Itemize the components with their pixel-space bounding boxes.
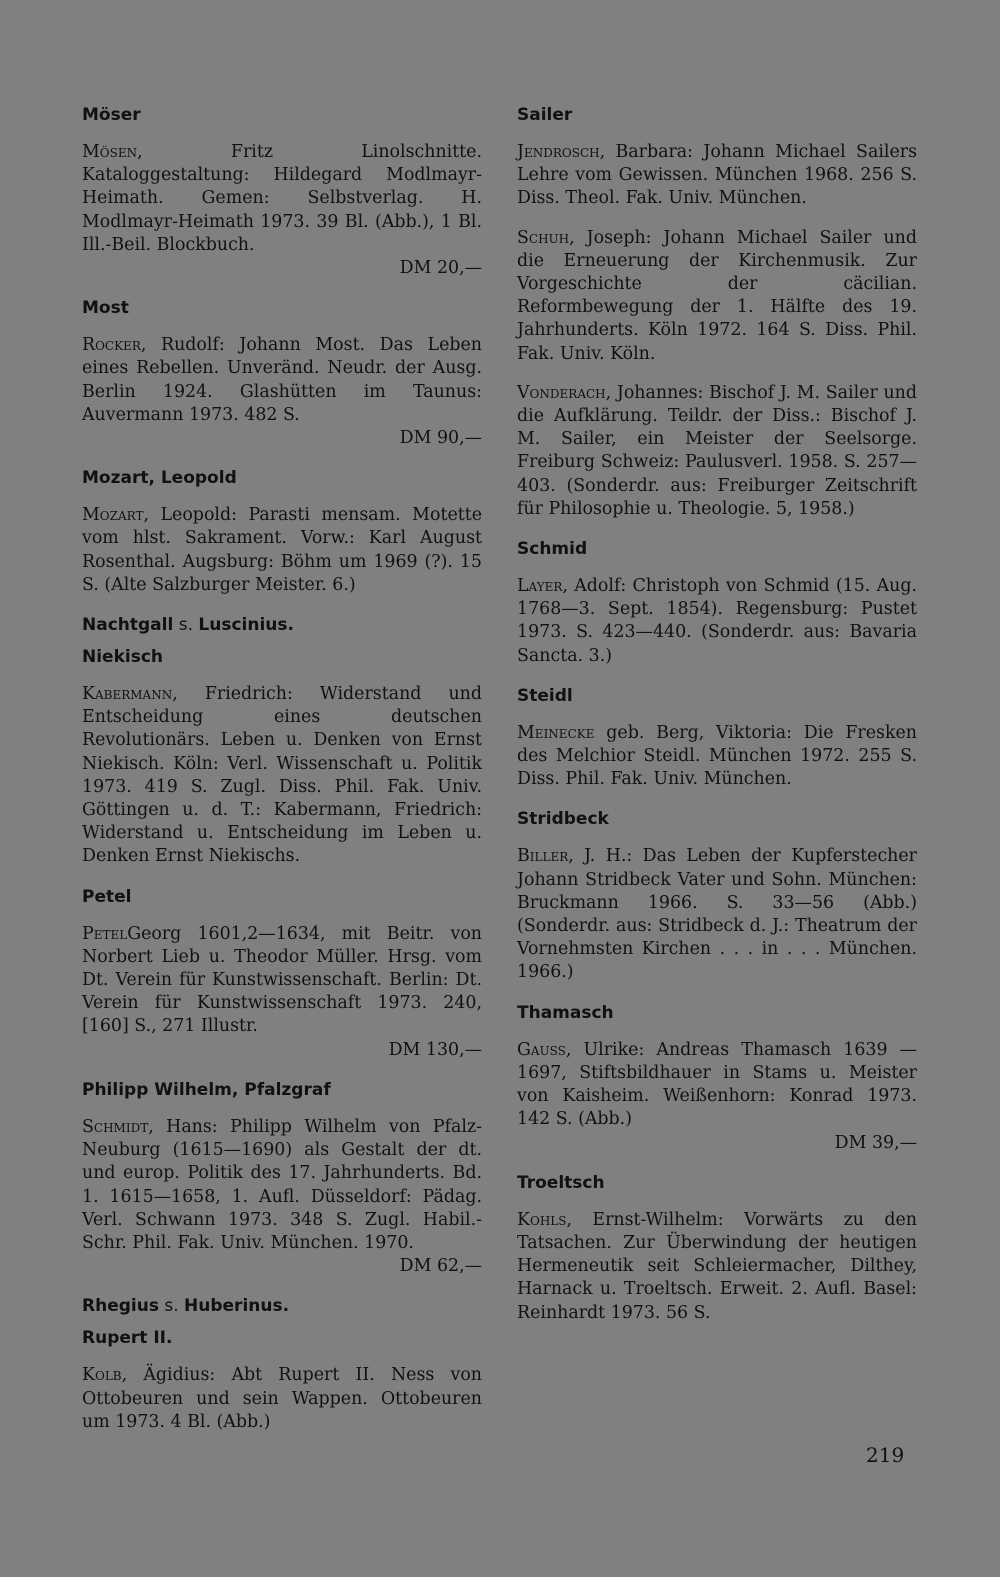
right-column [517,103,917,1341]
entry-heading [82,645,482,669]
entry-heading-text: Petel [82,886,132,907]
bibliographic-record [517,141,917,211]
index-entry [82,103,482,280]
author-surname: Rocker [82,335,141,356]
author-surname: Petel [82,923,128,944]
author-surname: Schuh [517,227,570,248]
entry-heading [517,1001,917,1025]
entry-heading-text: Möser [82,105,141,125]
record-text: , Hans: Philipp Wilhelm von Pfalz-Neuburg (1615—1690) als Gestalt der dt. und europ. Politik des 17. Jahrhunderts. Bd. 1. 1615—1658, 1. Aufl. Düsseldorf: Pädag. Verl. Schwann 1973. 348 S. Zugl. Habil.-Schr. Phil. Fak. Univ. München. 1970. [82,1116,482,1253]
record-text: , Barbara: Johann Michael Sailers Lehre vom Gewissen. München 1968. 256 S. Diss. Theol. Fak. Univ. München. [517,142,917,209]
bibliographic-record [82,1116,482,1278]
author-surname: Jendrosch [517,142,600,162]
author-surname: Kabermann [82,684,173,705]
entry-heading-text: Steidl [517,685,573,706]
bibliographic-record [82,923,482,1062]
author-surname: Gauss [517,1039,566,1060]
index-entry [517,1171,917,1325]
index-entry [82,466,482,597]
index-entry [82,296,482,450]
entry-heading [82,103,482,127]
record-text: , Rudolf: Johann Most. Das Leben eines Rebellen. Unveränd. Neudr. der Ausg. Berlin 1924. Glashütten im Taunus: Auvermann 1973. 482 S. [82,335,482,425]
entry-heading [82,1294,482,1318]
index-entry [517,103,917,521]
entry-heading [82,885,482,909]
record-text: , Ernst-Wilhelm: Vorwärts zu den Tatsachen. Zur Überwindung der heutigen Hermeneutik seit Schleiermacher, Dilthey, Harnack u. Troeltsch. Erweit. 2. Aufl. Basel: Reinhardt 1973. 56 S. [517,1209,917,1323]
entry-heading [82,613,482,637]
index-entry [82,645,482,869]
author-surname: Layer [517,576,563,597]
record-price: DM 20,— [399,258,482,279]
entry-heading-text: Rhegius [82,1296,159,1317]
record-price: DM 62,— [399,1256,482,1277]
entry-heading [82,1078,482,1102]
entry-heading-text: Rupert II. [82,1328,173,1349]
bibliographic-record [82,683,482,869]
record-text: , Joseph: Johann Michael Sailer und die Erneuerung der Kirchenmusik. Zur Vorgeschichte der cäcilian. Reformbewegung der 1. Hälfte des 19. Jahrhunderts. Köln 1972. 164 S. Diss. Phil. Fak. Univ. Köln. [517,227,917,364]
index-entry [82,613,482,637]
see-reference-target: Huberinus. [184,1296,290,1317]
record-text: , Fritz Linolschnitte. Kataloggestaltung: Hildegard Modlmayr-Heimath. Gemen: Selbstverlag. H. Modlmayr-Heimath 1973. 39 Bl. (Abb.), 1 Bl. Ill.-Beil. Blockbuch. [82,142,482,255]
bibliographic-record [517,845,917,984]
entry-heading-text: Schmid [517,539,588,560]
author-surname: Mösen [82,142,138,162]
entry-heading-text: Stridbeck [517,809,609,830]
record-text: Georg 1601,2—1634, mit Beitr. von Norbert Lieb u. Theodor Müller. Hrsg. vom Dt. Verein für Kunstwissenschaft. Berlin: Dt. Verein für Kunstwissenschaft 1973. 240, [160] S., 271 Illustr. [82,923,482,1037]
index-entry [517,807,917,984]
bibliographic-record [517,575,917,668]
bibliographic-record [82,334,482,450]
entry-heading [82,466,482,490]
record-text: , Adolf: Christoph von Schmid (15. Aug. 1768—3. Sept. 1854). Regensburg: Pustet 1973. S. 423—440. (Sonderdr. aus: Bavaria Sancta. 3.) [517,576,917,666]
author-surname: Vonderach [517,382,606,403]
record-text: , Friedrich: Widerstand und Entscheidung eines deutschen Revolutionärs. Leben u. Denken von Ernst Niekisch. Köln: Verl. Wissenschaft u. Politik 1973. 419 S. Zugl. Diss. Phil. Fak. Univ. Göttingen u. d. T.: Kabermann, Friedrich: Widerstand u. Entscheidung im Leben u. Denken Ernst Niekischs. [82,684,482,867]
entry-heading-text: Most [82,298,129,319]
bibliographic-record [517,722,917,792]
record-text: , Johannes: Bischof J. M. Sailer und die Aufklärung. Teildr. der Diss.: Bischof J. M. Sailer, ein Meister der Seelsorge. Freiburg Schweiz: Paulusverl. 1958. S. 257—403. (Sonderdr. aus: Freiburger Zeitschrift für Philosophie u. Theologie. 5, 1958.) [517,382,917,519]
see-reference-target: Luscinius. [198,615,294,636]
index-entry [82,1078,482,1278]
bibliographic-record [517,1209,917,1325]
entry-heading-text: Nachtgall [82,615,174,636]
entry-heading [517,103,917,127]
entry-heading-text: Thamasch [517,1002,614,1023]
entry-heading [82,296,482,320]
entry-heading [517,537,917,561]
see-reference-prefix: s. [158,1296,185,1317]
index-entry [82,1294,482,1318]
index-entry [82,885,482,1062]
bibliographic-record [517,227,917,366]
record-price: DM 39,— [834,1132,917,1153]
bibliographic-record [82,504,482,597]
record-text: , Leopold: Parasti mensam. Motette vom hlst. Sakrament. Vorw.: Karl August Rosenthal. Augsburg: Böhm um 1969 (?). 15 S. (Alte Salzburger Meister. 6.) [82,505,482,595]
author-surname: Biller [517,846,569,867]
entry-heading-text: Troeltsch [517,1172,605,1193]
index-entry [517,684,917,792]
bibliographic-record [82,141,482,280]
bibliographic-record [82,1364,482,1434]
author-surname: Kohls [517,1209,567,1230]
left-column [82,103,482,1450]
record-text: , J. H.: Das Leben der Kupferstecher Johann Stridbeck Vater und Sohn. München: Bruckmann 1966. S. 33—56 (Abb.) (Sonderdr. aus: Stridbeck d. J.: Theatrum der Vornehmsten Kirchen . . . in . . . München. 1966.) [517,846,917,983]
record-price: DM 130,— [388,1039,482,1060]
record-text: , Ägidius: Abt Rupert II. Ness von Ottobeuren und sein Wappen. Ottobeuren um 1973. 4 Bl. (Abb.) [82,1365,482,1432]
author-surname: Schmidt [82,1116,149,1137]
entry-heading [517,1171,917,1195]
see-reference-prefix: s. [173,615,199,636]
author-surname: Mozart [82,505,144,526]
entry-heading-text: Philipp Wilhelm, Pfalzgraf [82,1079,331,1100]
entry-heading-text: Sailer [517,105,573,125]
index-entry [82,1326,482,1434]
record-price: DM 90,— [399,428,482,449]
entry-heading-text: Niekisch [82,647,164,668]
bibliographic-record [517,1039,917,1155]
entry-heading [517,807,917,831]
entry-heading-text: Mozart, Leopold [82,468,237,489]
entry-heading [82,1326,482,1350]
record-text: geb. Berg, Viktoria: Die Fresken des Melchior Steidl. München 1972. 255 S. Diss. Phil. Fak. Univ. München. [517,722,917,790]
entry-heading [517,684,917,708]
record-text: , Ulrike: Andreas Thamasch 1639 —1697, Stiftsbildhauer in Stams u. Meister von Kaisheim. Weißenhorn: Konrad 1973. 142 S. (Abb.) [517,1039,917,1130]
author-surname: Kolb [82,1365,122,1386]
page-number: 219 [866,1443,905,1467]
bibliographic-record [517,382,917,521]
index-entry [517,1001,917,1155]
author-surname: Meinecke [517,722,595,743]
index-entry [517,537,917,668]
